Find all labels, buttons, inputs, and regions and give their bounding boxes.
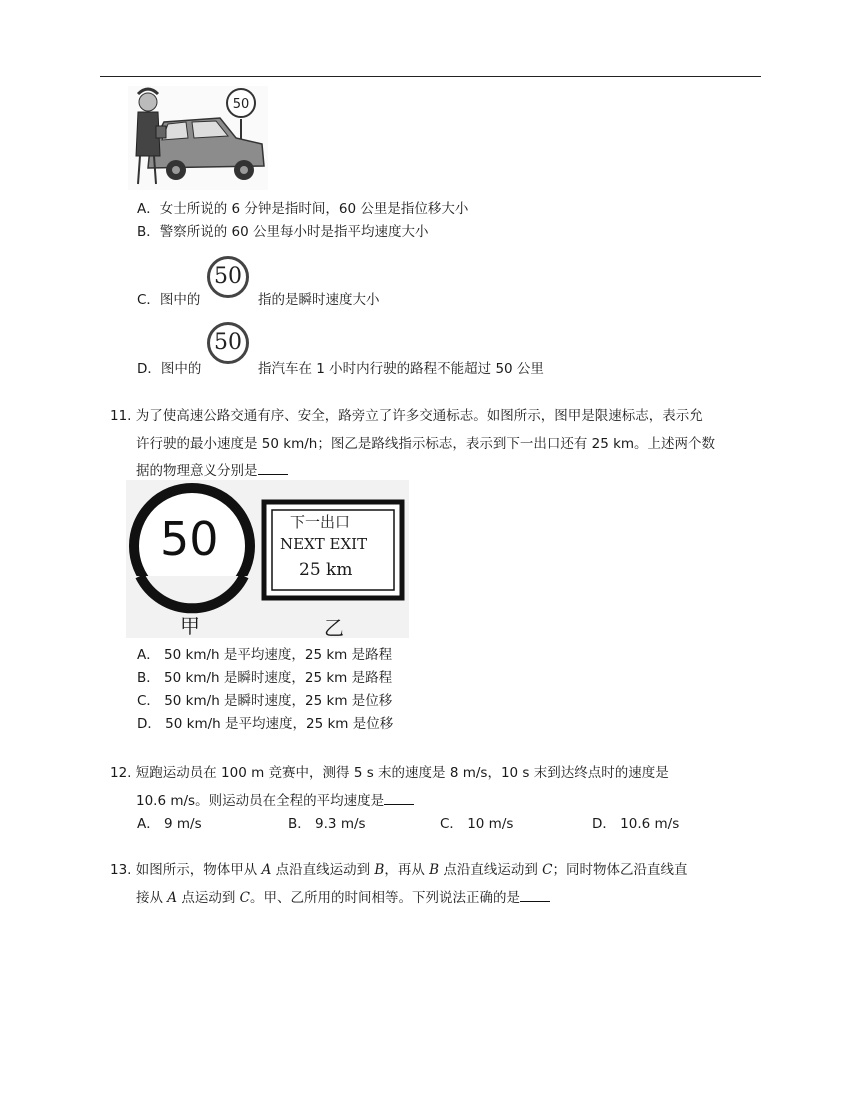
- q12-line1: 12. 短跑运动员在 100 m 竞赛中，测得 5 s 末的速度是 8 m/s，10 s 末到达终点时的速度是: [110, 765, 669, 781]
- option-d-suffix: 指汽车在 1 小时内行驶的路程不能超过 50 公里: [258, 361, 544, 377]
- exit-sign-line2: NEXT EXIT: [280, 535, 368, 553]
- option-c-suffix: 指的是瞬时速度大小: [258, 292, 380, 308]
- q11-option-b: B． 50 km/h 是瞬时速度，25 km 是路程: [137, 670, 393, 686]
- q12-option-d: D． 10.6 m/s: [592, 816, 680, 832]
- sign-50-text: 50: [232, 97, 250, 112]
- q11-line2: 许行驶的最小速度是 50 km/h；图乙是路线指示标志，表示到下一出口还有 25 km。上述两个数: [136, 436, 716, 452]
- q11-line3: 据的物理意义分别是: [136, 459, 288, 479]
- q12-option-b: B． 9.3 m/s: [288, 816, 366, 832]
- speed-sign-inline-d: 50: [207, 322, 249, 364]
- car-police-illustration: [128, 86, 268, 190]
- exit-sign-line3: 25 km: [299, 560, 353, 580]
- q11-option-d: D． 50 km/h 是平均速度，25 km 是位移: [137, 716, 394, 732]
- option-d-prefix: D．图中的: [137, 361, 202, 377]
- q13-line2: 接从 A 点运动到 C。甲、乙所用的时间相等。下列说法正确的是: [136, 886, 550, 906]
- q12-option-c: C． 10 m/s: [440, 816, 514, 832]
- header-rule: [100, 76, 761, 77]
- q12-option-a: A． 9 m/s: [137, 816, 202, 832]
- option-c-prefix: C．图中的: [137, 292, 201, 308]
- q12-line2: 10.6 m/s。则运动员在全程的平均速度是: [136, 789, 414, 809]
- speed-sign-inline-c: 50: [207, 256, 249, 298]
- option-b: B．警察所说的 60 公里每小时是指平均速度大小: [137, 224, 429, 240]
- option-a: A．女士所说的 6 分钟是指时间，60 公里是指位移大小: [137, 201, 469, 217]
- q11-option-a: A． 50 km/h 是平均速度，25 km 是路程: [137, 647, 393, 663]
- q11-option-c: C． 50 km/h 是瞬时速度，25 km 是位移: [137, 693, 393, 709]
- q11-line1: 11. 为了使高速公路交通有序、安全，路旁立了许多交通标志。如图所示，图甲是限速标志，表示允: [110, 408, 703, 424]
- label-yi: 乙: [324, 616, 344, 640]
- speed-limit-50: 50: [160, 512, 219, 566]
- exit-sign-line1: 下一出口: [290, 513, 351, 531]
- q13-line1: 13. 如图所示，物体甲从 A 点沿直线运动到 B，再从 B 点沿直线运动到 C；同时物体乙沿直线直: [110, 862, 688, 878]
- label-jia: 甲: [180, 614, 200, 638]
